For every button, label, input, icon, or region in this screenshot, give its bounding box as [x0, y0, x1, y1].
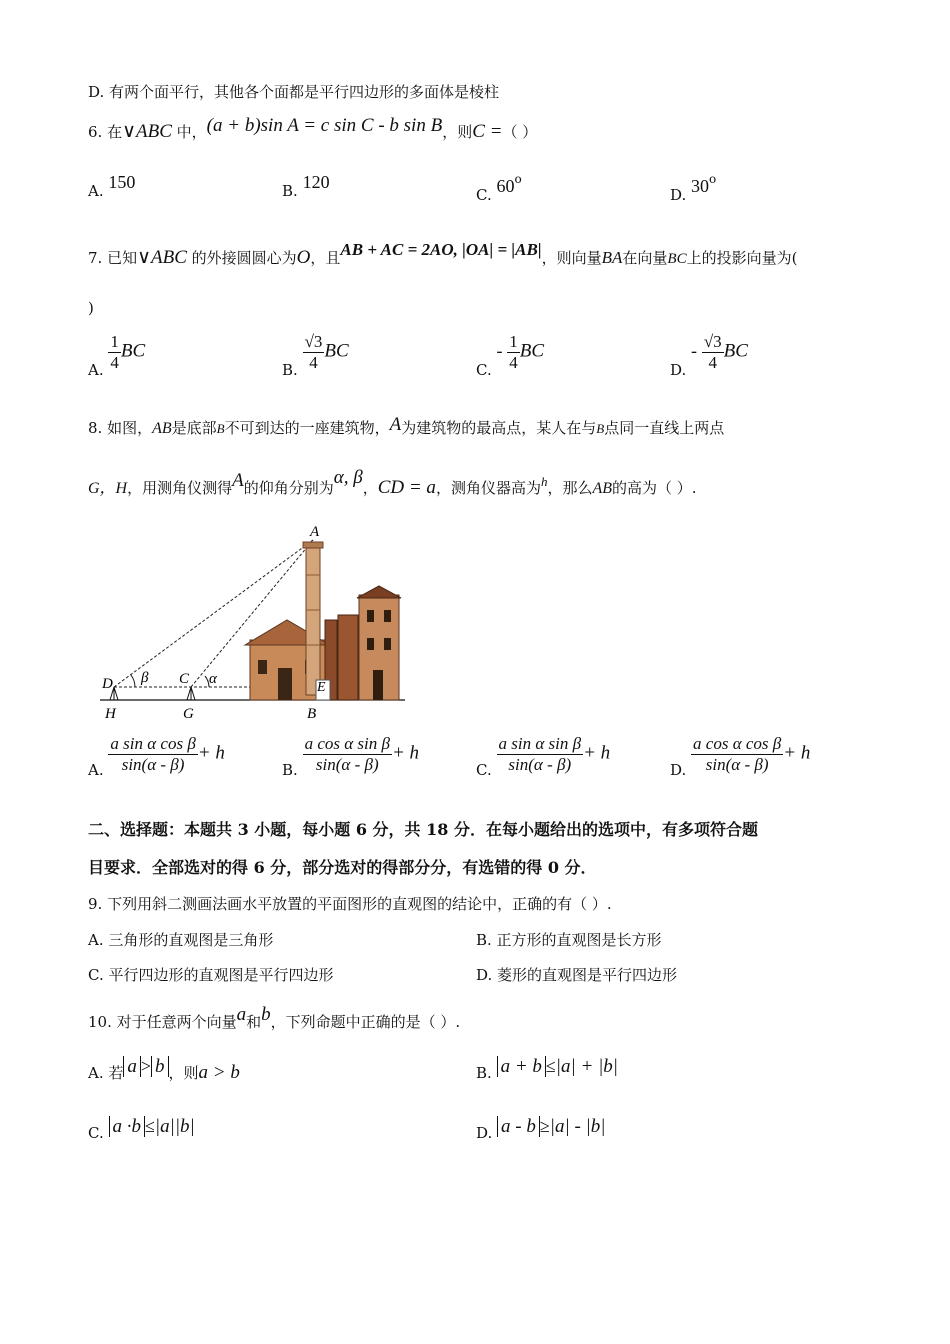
q9-stem: 9. 下列用斜二测画法画水平放置的平面图形的直观图的结论中，正确的有（ ）. — [88, 895, 612, 913]
q7-option-d-num: √3 — [703, 332, 722, 351]
q6-option-c-degree: o — [514, 172, 522, 186]
q8-line2-mid3: ，测角仪器高为 — [435, 479, 541, 497]
q7-option-c-num: 1 — [509, 332, 518, 351]
q7-option-c — [476, 332, 545, 379]
q7-and: ，且 — [310, 249, 341, 267]
q10-option-a-abs-a: a — [123, 1056, 141, 1077]
q7-close-paren: ) — [88, 299, 94, 317]
q8-option-d-num: a cos α cos β — [693, 734, 782, 753]
q7-option-a-num: 1 — [110, 332, 119, 351]
q8-line1 — [88, 414, 725, 439]
q8-line2-mid2: 的仰角分别为 — [243, 479, 334, 497]
q8-option-a-den: sin(α - β) — [121, 755, 185, 774]
q10-option-c-expr: a ·b — [109, 1116, 146, 1137]
q6-option-c-value: 60 — [496, 176, 515, 196]
q6-triangle: ∨ABC — [122, 121, 172, 142]
q5-option-d: D. 有两个面平行，其他各个面都是平行四边形的多面体是棱柱 — [88, 83, 500, 101]
q10-option-c-label: C. — [88, 1124, 104, 1142]
label-c: C — [179, 671, 190, 687]
q7-mid: 的外接圆圆心为 — [186, 249, 297, 267]
q7-option-c-label: C. — [476, 360, 492, 379]
q8-b: B — [216, 421, 225, 436]
q8-option-a — [88, 734, 225, 779]
q8-option-b-label: B. — [282, 760, 298, 779]
q7-mid2: 在向量 — [622, 249, 668, 267]
q8-option-b-tail: + h — [391, 742, 420, 764]
q10-option-d-expr: a - b — [497, 1116, 540, 1137]
q8-line2-mid4: ，那么 — [547, 479, 593, 497]
q6-option-b-value: 120 — [302, 172, 330, 192]
q10-stem — [88, 1004, 461, 1032]
q10-option-b-label: B. — [476, 1064, 492, 1082]
q7-option-c-sign: - — [496, 340, 503, 361]
q7-prefix: 7. 已知 — [88, 249, 138, 267]
q8-option-a-tail: + h — [197, 742, 225, 764]
label-beta: β — [141, 670, 149, 686]
q7-option-d-sign: - — [691, 340, 698, 361]
q6-stem — [88, 115, 538, 142]
q10-option-a — [88, 1056, 240, 1084]
q9-option-a: A. 三角形的直观图是三角形 — [88, 931, 274, 949]
q7-option-a-label: A. — [88, 360, 104, 379]
q8-line1-mid: 是底部 — [171, 419, 217, 437]
q8-angles: α, β — [333, 467, 363, 488]
q7-option-d-vec: BC — [723, 340, 748, 362]
q8-option-d-tail: + h — [783, 742, 811, 764]
q6-option-a — [88, 172, 136, 201]
q7-option-a — [88, 332, 146, 379]
building-illustration — [245, 542, 401, 700]
q8-line2 — [88, 467, 697, 499]
q7-option-d — [670, 332, 748, 379]
q10-option-c — [88, 1116, 195, 1144]
instrument-g — [187, 687, 195, 700]
q8-option-d — [670, 734, 811, 779]
q8-gh: G，H — [88, 480, 128, 497]
q8-a: A — [389, 414, 402, 435]
q7-option-a-den: 4 — [110, 353, 119, 372]
section2-heading-line2: 目要求．全部选对的得 6 分，部分选对的得部分分，有选错的得 0 分． — [88, 858, 597, 877]
q8-option-c-num: a sin α sin β — [498, 734, 582, 753]
q8-line2-tail: 的高为（ ）. — [612, 479, 697, 497]
q8-h: h — [540, 474, 548, 489]
q6-c: C = — [472, 121, 503, 142]
q6-option-d — [670, 172, 717, 205]
q10-option-b-rhs: |a| + |b| — [555, 1056, 619, 1077]
q9-option-c: C. 平行四边形的直观图是平行四边形 — [88, 966, 334, 984]
q6-option-d-degree: o — [709, 172, 717, 186]
q8-option-a-num: a sin α cos β — [110, 734, 196, 753]
q10-option-b — [476, 1056, 619, 1084]
q7-suffix: ，则向量 — [541, 249, 602, 267]
q8-prefix: 8. 如图， — [88, 419, 153, 437]
q6-option-c-label: C. — [476, 186, 492, 204]
q7-option-b-den: 4 — [309, 353, 318, 372]
q8-option-c — [476, 734, 611, 779]
q6-option-b-label: B. — [282, 182, 298, 200]
q10-option-b-rel: ≤ — [545, 1056, 556, 1076]
q8-option-b-den: sin(α - β) — [315, 755, 379, 774]
q10-prefix: 10. 对于任意两个向量 — [88, 1013, 237, 1031]
q8-cd: CD = a — [377, 477, 436, 498]
q10-option-a-then: ，则 — [168, 1064, 199, 1082]
q7-option-b-num: √3 — [304, 332, 323, 351]
q8-option-d-den: sin(α - β) — [705, 755, 769, 774]
q9-option-b: B. 正方形的直观图是长方形 — [476, 931, 662, 949]
label-d: D — [102, 676, 113, 692]
q10-option-d-rel: ≥ — [539, 1116, 550, 1136]
q8-ab: AB — [152, 420, 172, 437]
q8-b2: B — [596, 421, 605, 436]
q10-suffix: ，下列命题中正确的是（ ）. — [270, 1013, 461, 1031]
q7-option-d-label: D. — [670, 360, 687, 379]
q6-mid: 中， — [171, 123, 207, 141]
q8-comma: ， — [362, 479, 378, 497]
label-h: H — [105, 706, 116, 722]
q7-option-b-vec: BC — [324, 340, 349, 362]
q8-ab2: AB — [592, 480, 613, 497]
q6-option-b — [282, 172, 330, 201]
q6-equation: (a + b)sin A = c sin C - b sin B — [206, 115, 443, 136]
q6-prefix: 6. 在 — [88, 123, 123, 141]
q8-option-d-label: D. — [670, 760, 687, 779]
q9-option-d: D. 菱形的直观图是平行四边形 — [476, 966, 678, 984]
q8-option-b — [282, 734, 420, 779]
q7-bc: BC — [667, 251, 687, 267]
q10-option-a-abs-b: b — [151, 1056, 169, 1077]
q8-a2: A — [232, 470, 244, 491]
q7-option-d-den: 4 — [708, 353, 717, 372]
label-alpha: α — [209, 671, 217, 687]
section2-heading-line1: 二、选择题：本题共 3 小题，每小题 6 分，共 18 分．在每小题给出的选项中，有多项符合题 — [88, 820, 758, 839]
q6-option-c — [476, 172, 522, 205]
q10-option-c-rel: ≤ — [145, 1116, 155, 1136]
q8-option-b-num: a cos α sin β — [304, 734, 390, 753]
q6-option-d-label: D. — [670, 186, 687, 204]
label-b: B — [307, 706, 317, 722]
q8-line1-tail: 点同一直线上两点 — [604, 419, 725, 437]
q7-option-b-label: B. — [282, 360, 298, 379]
label-e: E — [317, 680, 326, 695]
q7-equation: AB + AC = 2AO, |OA| = |AB| — [340, 240, 542, 259]
q7-o: O — [296, 247, 311, 268]
q10-option-d — [476, 1116, 606, 1144]
q6-option-d-value: 30 — [691, 176, 710, 196]
q10-option-d-rhs: |a| - |b| — [549, 1116, 606, 1137]
q8-option-c-label: C. — [476, 760, 492, 779]
q7-triangle: ∨ABC — [137, 247, 187, 268]
q8-figure — [95, 520, 415, 725]
q10-option-c-rhs: |a||b| — [154, 1116, 195, 1137]
q7-option-b — [282, 332, 349, 379]
q8-line1-mid2: 不可到达的一座建筑物， — [224, 419, 390, 437]
q6-suffix: ，则 — [442, 123, 473, 141]
q8-option-c-tail: + h — [583, 742, 611, 764]
angle-beta-arc — [131, 675, 135, 687]
q8-option-a-label: A. — [88, 760, 104, 779]
q7-stem — [88, 240, 798, 269]
q10-option-b-expr: a + b — [497, 1056, 546, 1077]
q7-option-c-vec: BC — [519, 340, 545, 362]
q7-tail: 上的投影向量为( — [686, 249, 798, 267]
q8-option-c-den: sin(α - β) — [508, 755, 572, 774]
q6-option-a-value: 150 — [108, 172, 136, 192]
q6-paren: （ ） — [502, 123, 538, 141]
q10-a: a — [236, 1004, 247, 1025]
q7-option-a-vec: BC — [120, 340, 146, 362]
q7-ba: BA — [601, 248, 623, 267]
q10-option-a-result: a > b — [198, 1062, 240, 1083]
q6-option-a-label: A. — [88, 182, 104, 200]
label-a: A — [310, 524, 320, 540]
q10-option-a-label: A. 若 — [88, 1064, 124, 1082]
q10-option-d-label: D. — [476, 1124, 493, 1142]
q10-b: b — [261, 1004, 271, 1025]
q8-line2-mid: ，用测角仪测得 — [127, 479, 233, 497]
q8-line1-mid3: 为建筑物的最高点，某人在与 — [401, 419, 597, 437]
q10-and: 和 — [246, 1013, 262, 1031]
q7-option-c-den: 4 — [509, 353, 518, 372]
label-g: G — [183, 706, 194, 722]
q10-option-a-gt: > — [140, 1056, 152, 1076]
